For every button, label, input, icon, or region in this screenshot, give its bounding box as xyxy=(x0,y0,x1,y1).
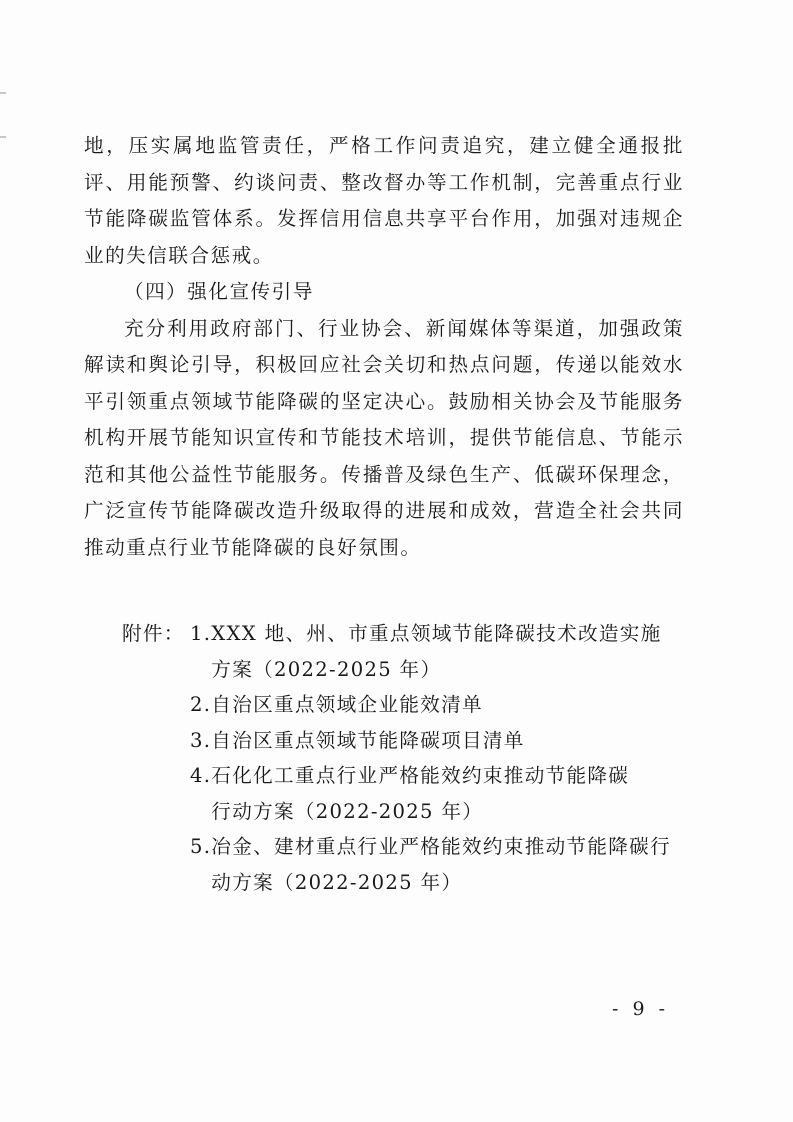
attachment-title-line: 动方案（2022-2025 年） xyxy=(211,870,463,894)
attachment-number: 3. xyxy=(190,728,212,752)
attachment-item xyxy=(190,687,692,723)
attachment-title-line: 行动方案（2022-2025 年） xyxy=(211,799,484,823)
paragraph-continuation: 地，压实属地监管责任，严格工作问责追究，建立健全通报批评、用能预警、约谈问责、整改督办等工作机制，完善重点行业节能降碳监管体系。发挥信用信息共享平台作用，加强对违规企业的失信联合惩戒。 xyxy=(84,134,684,267)
attachment-item xyxy=(190,829,692,900)
attachment-title-line: 自治区重点领域企业能效清单 xyxy=(211,693,483,716)
attachments-block xyxy=(122,616,692,900)
attachment-item xyxy=(190,616,692,687)
attachment-item xyxy=(190,723,692,759)
section-heading: （四）强化宣传引导 xyxy=(124,280,314,303)
scan-edge-mark xyxy=(0,92,6,94)
attachment-title-line: XXX 地、州、市重点领域节能降碳技术改造实施 xyxy=(211,622,662,645)
attachment-number: 2. xyxy=(190,693,212,716)
attachment-item xyxy=(190,758,692,829)
page-number: - 9 - xyxy=(611,998,669,1020)
body-text xyxy=(84,128,684,566)
attachment-number: 5. xyxy=(190,835,212,858)
attachment-title-line: 石化化工重点行业严格能效约束推动节能降碳 xyxy=(211,764,630,787)
attachments-list xyxy=(122,616,692,900)
attachment-number: 1. xyxy=(190,622,212,645)
attachment-title-line: 冶金、建材重点行业严格能效约束推动节能降碳行 xyxy=(211,835,671,858)
attachment-title-line: 方案（2022-2025 年） xyxy=(211,657,442,681)
paragraph-publicity: 充分利用政府部门、行业协会、新闻媒体等渠道，加强政策解读和舆论引导，积极回应社会关切和热点问题，传递以能效水平引领重点领域节能降碳的坚定决心。鼓励相关协会及节能服务机构开展节能知识宣传和节能技术培训，提供节能信息、节能示范和其他公益性节能服务。传播普及绿色生产、低碳环保理念，广泛宣传节能降碳改造升级取得的进展和成效，营造全社会共同推动重点行业节能降碳的良好氛围。 xyxy=(84,316,684,559)
attachment-title-line: 自治区重点领域节能降碳项目清单 xyxy=(211,728,525,752)
attachments-label: 附件： xyxy=(122,622,185,645)
scan-edge-mark xyxy=(0,136,6,138)
attachment-number: 4. xyxy=(190,764,212,787)
